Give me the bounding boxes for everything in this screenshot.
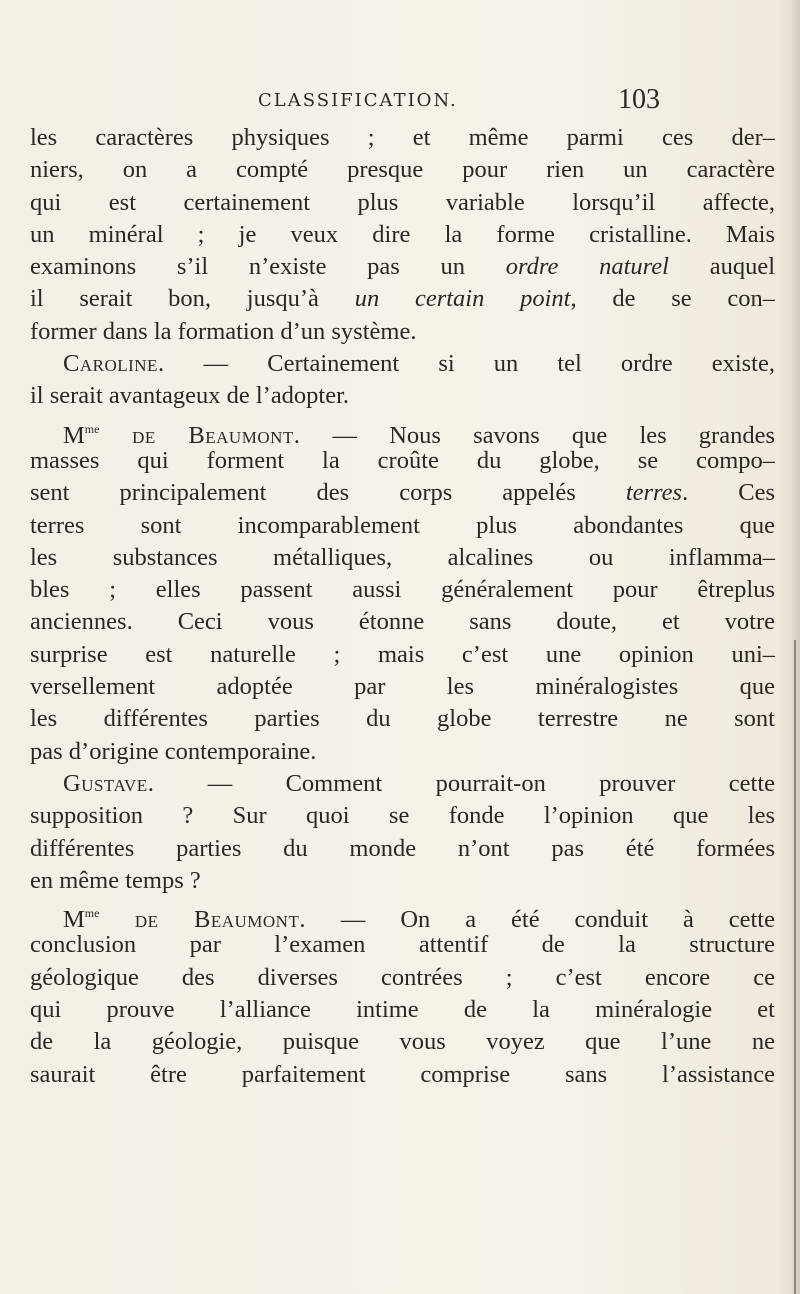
text-line: terres sont incomparablement plus abondantes que: [30, 511, 775, 539]
text-line: il serait avantageux de l’adopter.: [30, 382, 350, 410]
page-header: [0, 84, 800, 120]
speaker-name: Caroline.: [63, 350, 165, 378]
text-line: un minéral ; je veux dire la forme cristalline. Mais: [30, 220, 775, 248]
italic-phrase: ordre naturel: [505, 253, 669, 281]
italic-phrase: terres: [625, 479, 683, 507]
page-number: 103: [618, 84, 660, 115]
text-line: il serait bon, jusqu’à un certain point, de se con–: [30, 285, 775, 313]
text-line: les différentes parties du globe terrestre ne sont: [30, 705, 775, 733]
speaker-title: M: [63, 906, 85, 934]
text-line: conclusion par l’examen attentif de la structure: [30, 931, 775, 959]
text-line: pas d’origine contemporaine.: [30, 737, 317, 765]
text-line: qui est certainement plus variable lorsqu’il affecte,: [30, 188, 775, 216]
text-line: saurait être parfaitement comprise sans l’assistance: [30, 1060, 775, 1088]
speaker-name: Gustave.: [63, 769, 155, 797]
dialogue-line: $M^{me}$ de Beaumont. — On a été conduit à cette: [63, 906, 775, 934]
text-line: différentes parties du monde n’ont pas été formées: [30, 834, 775, 862]
dialogue-line: $M^{me}$ de Beaumont. — Nous savons que les grandes: [63, 421, 775, 449]
text-line: niers, on a compté presque pour rien un caractère: [30, 156, 775, 184]
text-line: en même temps ?: [30, 866, 201, 894]
text-line: examinons s’il n’existe pas un ordre naturel auquel: [30, 253, 776, 281]
text-line: de la géologie, puisque vous voyez que l’une ne: [30, 1028, 775, 1056]
text-line: géologique des diverses contrées ; c’est encore ce: [30, 963, 775, 991]
text-line: masses qui forment la croûte du globe, se compo–: [30, 446, 775, 474]
dialogue-line: Caroline. — Certainement si un tel ordre existe,: [63, 350, 775, 378]
text-line: les caractères physiques ; et même parmi ces der–: [30, 124, 775, 151]
text-line: surprise est naturelle ; mais c’est une opinion uni–: [30, 640, 775, 668]
text-line: bles ; elles passent aussi généralement pour êtreplus: [30, 576, 775, 604]
text-line: versellement adoptée par les minéralogistes que: [30, 673, 775, 701]
text-line: sent principalement des corps appelés terres. Ces: [30, 479, 775, 507]
page-gutter-shadow: [778, 0, 800, 1294]
speaker-title-superscript: me: [84, 906, 100, 921]
italic-phrase: un certain point: [354, 285, 571, 313]
body-text: [30, 122, 775, 1091]
text-line: qui prouve l’alliance intime de la minéralogie et: [30, 996, 775, 1024]
speaker-name: de Beaumont.: [99, 906, 306, 934]
page-edge: [794, 640, 796, 1294]
text-line: supposition ? Sur quoi se fonde l’opinion que les: [30, 802, 775, 830]
speaker-title: M: [63, 421, 85, 449]
speaker-name: de Beaumont.: [99, 421, 301, 449]
text-line: former dans la formation d’un système.: [30, 317, 417, 345]
text-line: les substances métalliques, alcalines ou inflamma–: [30, 543, 775, 571]
running-head: CLASSIFICATION.: [258, 90, 458, 111]
text-line: anciennes. Ceci vous étonne sans doute, et votre: [30, 608, 775, 636]
speaker-title-superscript: me: [84, 421, 100, 436]
dialogue-line: Gustave. — Comment pourrait-on prouver cette: [63, 769, 775, 797]
